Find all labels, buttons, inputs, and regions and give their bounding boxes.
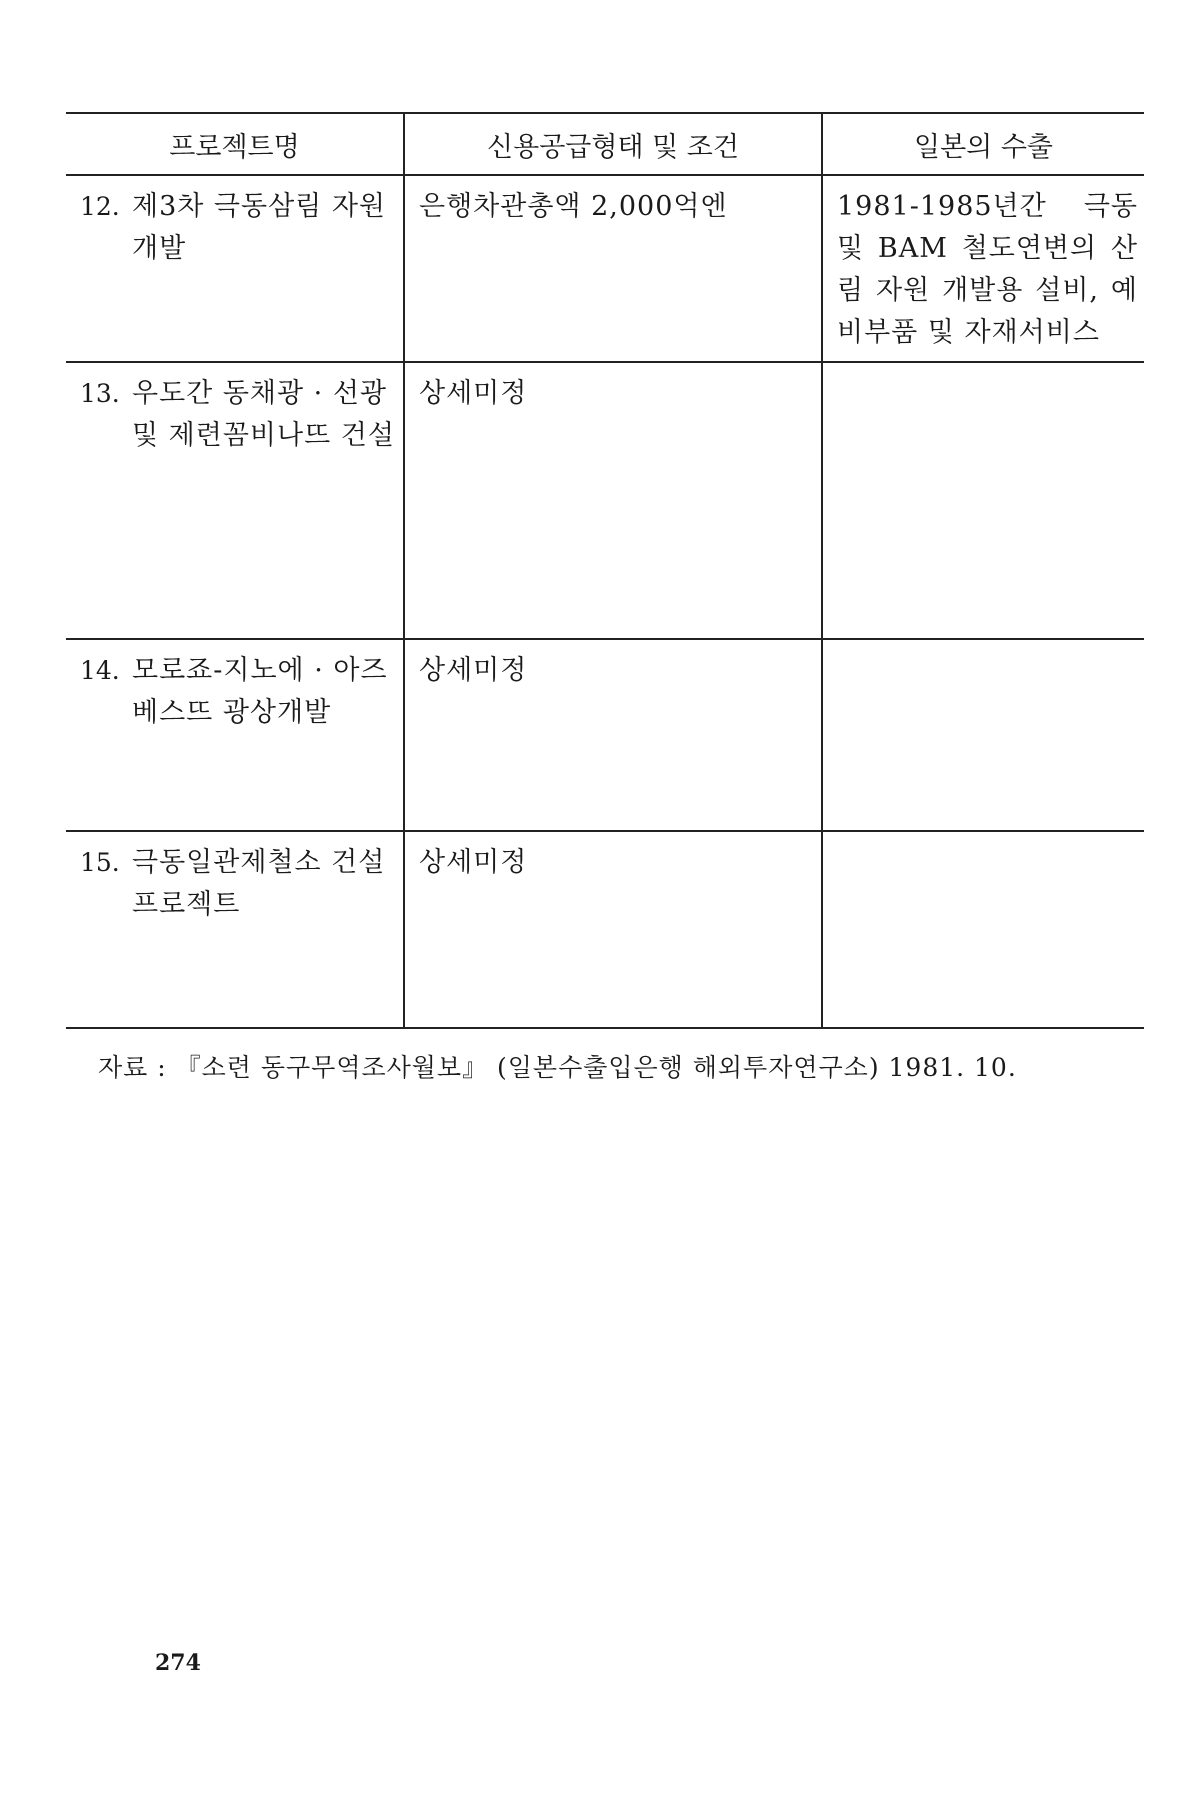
project-cell [66,831,404,1028]
credit-terms: 상세미정 [419,378,528,409]
japan-export: 1981-1985년간 극동 및 BAM 철도연변의 산림 자원 개발용 설비, 예비부품 및 자재서비스 [837,191,1138,348]
project-name: 우도간 동채광 · 선광 및 제련꼼비나뜨 건설 [132,378,395,451]
export-cell [822,639,1144,831]
header-credit-terms: 신용공급형태 및 조건 [404,113,822,175]
export-cell [822,831,1144,1028]
row-number: 14. [80,656,120,685]
header-japan-export: 일본의 수출 [822,113,1144,175]
row-number: 15. [80,848,120,877]
header-project-name: 프로젝트명 [66,113,404,175]
table-header-row [66,113,1144,175]
table-row [66,831,1144,1028]
project-table [66,112,1144,1029]
credit-cell [404,175,822,362]
credit-cell [404,639,822,831]
table-row [66,362,1144,639]
credit-terms: 상세미정 [419,655,528,686]
page-number: 274 [155,1650,201,1676]
credit-terms: 은행차관총액 2,000억엔 [419,191,728,222]
credit-cell [404,831,822,1028]
export-cell [822,175,1144,362]
table-row [66,639,1144,831]
row-number: 13. [80,379,120,408]
row-number: 12. [80,192,120,221]
project-name: 극동일관제철소 건설 프로젝트 [132,847,386,920]
project-name: 모로죠-지노에 · 아즈베스뜨 광상개발 [132,655,388,728]
table-row [66,175,1144,362]
project-cell [66,362,404,639]
project-name: 제3차 극동삼림 자원개발 [132,191,386,264]
credit-cell [404,362,822,639]
source-note: 자료 : 『소련 동구무역조사월보』 (일본수출입은행 해외투자연구소) 1981. 10. [98,1053,1017,1082]
export-cell [822,362,1144,639]
project-cell [66,175,404,362]
credit-terms: 상세미정 [419,847,528,878]
project-cell [66,639,404,831]
